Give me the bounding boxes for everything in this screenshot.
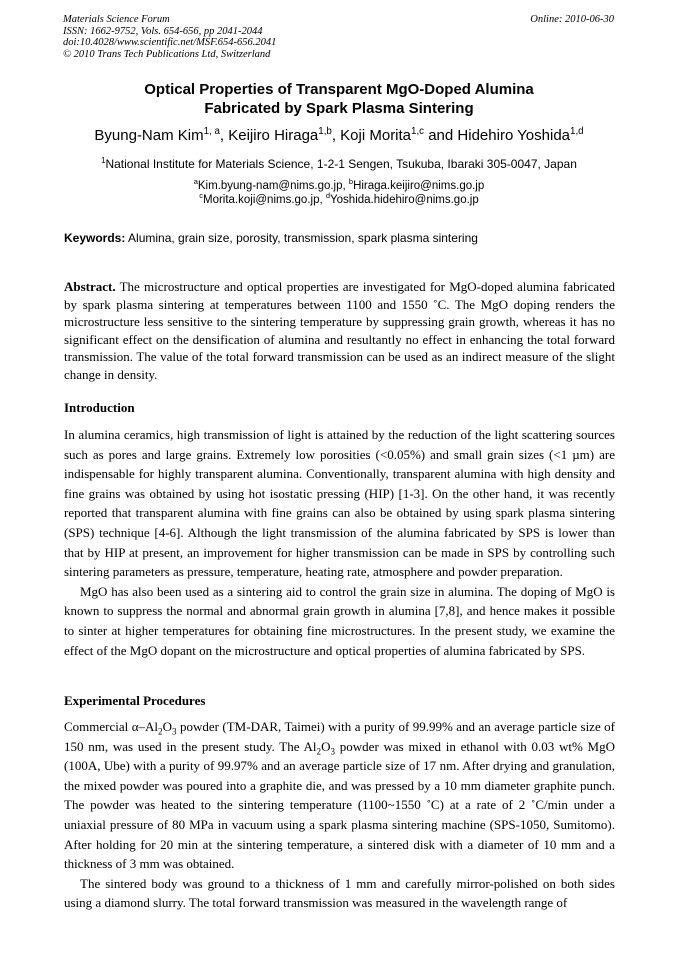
- email-mark: d: [325, 191, 331, 201]
- journal-name: Materials Science Forum: [63, 14, 170, 25]
- affiliation-text: National Institute for Materials Science, 1-2-1 Sengen, Tsukuba, Ibaraki 305-0047, Japan: [105, 157, 577, 171]
- email-mark: c: [199, 191, 203, 201]
- author-separator: ,: [219, 127, 229, 144]
- issn-line: ISSN: 1662-9752, Vols. 654-656, pp 2041-2044: [63, 25, 263, 37]
- introduction-body: [64, 425, 615, 660]
- author-affiliation-mark: 1,d: [570, 126, 584, 137]
- subscript: 3: [330, 746, 336, 757]
- paper-title: [64, 80, 614, 118]
- subscript: 3: [171, 726, 177, 737]
- affiliation-mark: 1: [101, 156, 106, 165]
- title-line-1: Optical Properties of Transparent MgO-Doped Alumina: [144, 81, 534, 98]
- experimental-body: [64, 717, 615, 913]
- paragraph: [64, 717, 615, 874]
- email-address: Yoshida.hidehiro@nims.go.jp: [330, 194, 479, 206]
- author-affiliation-mark: 1,c: [411, 126, 425, 137]
- keywords-text: Alumina, grain size, porosity, transmission, spark plasma sintering: [128, 231, 478, 245]
- email-line-1: [64, 179, 614, 193]
- introduction-heading: Introduction: [64, 400, 135, 415]
- author-list: [64, 127, 614, 145]
- online-date: Online: 2010-06-30: [530, 14, 614, 25]
- email-mark: a: [193, 177, 198, 187]
- doi-line: doi:10.4028/www.scientific.net/MSF.654-656.2041: [63, 37, 277, 48]
- email-separator: ,: [342, 180, 349, 192]
- affiliation: [64, 157, 614, 172]
- text-run: O: [321, 738, 331, 754]
- keywords-label: Keywords:: [64, 231, 126, 245]
- journal-header: [63, 14, 276, 60]
- email-address: Hiraga.keijiro@nims.go.jp: [353, 180, 485, 192]
- title-line-2: Fabricated by Spark Plasma Sintering: [204, 100, 474, 117]
- email-mark: b: [348, 177, 354, 187]
- text-run: O: [162, 719, 172, 734]
- paragraph: In alumina ceramics, high transmission of light is attained by the reduction of the light scattering sources such as pores and large grains. Extremely low porosities (<0.05%) and small grain sizes (<1 µm) are indispensable for highly transparent alumina. Conventionally, transparent alumina with high density and fine grains was obtained by using hot isostatic pressing (HIP) [1-3]. On the other hand, it was recently reported that transparent alumina with fine grains can also be obtained by using spark plasma sintering (SPS) technique [4-6]. Although the light transmission of the alumina fabricated by SPS is lower than that by HIP at present, an improvement for higher transmission can be made in SPS by controlling such sintering parameters as pressure, temperature, heating rate, atmosphere and powder preparation.: [64, 427, 615, 580]
- email-block: [64, 179, 614, 207]
- text-run: powder (TM-DAR, Taimei) with a purity of 99.99% and an average particle size of 150 nm, was used in the present study. The Al: [64, 719, 615, 754]
- email-address: Kim.byung-nam@nims.go.jp: [197, 180, 343, 192]
- author-name: Keijiro Hiraga: [228, 127, 319, 144]
- abstract-label: Abstract.: [64, 279, 116, 294]
- author-separator: and: [424, 127, 458, 144]
- paragraph: The sintered body was ground to a thickness of 1 mm and carefully mirror-polished on both sides using a diamond slurry. The total forward transmission was measured in the wavelength range of: [64, 875, 615, 911]
- abstract-text: The microstructure and optical properties are investigated for MgO-doped alumina fabricated by spark plasma sintering at temperatures between 1100 and 1550 ˚C. The MgO doping renders the microstructure less sensitive to the sintering temperature by suppressing grain growth, whereas it has no significant effect on the densification of alumina and resultantly no effect in enhancing the total forward transmission. The value of the total forward transmission can be used as an indirect measure of the slight change in density.: [64, 279, 615, 382]
- copyright-line: © 2010 Trans Tech Publications Ltd, Switzerland: [63, 48, 271, 60]
- subscript: 2: [158, 726, 163, 737]
- subscript: 2: [316, 746, 322, 757]
- text-run: powder was mixed in ethanol with 0.03 wt% MgO (100A, Ube) with a purity of 99.97% and an average particle size of 17 nm. After drying and granulation, the mixed powder was poured into a graphite die, and was pressed by a 10 mm diameter graphite punch. The powder was heated to the sintering temperature (1100~1550 ˚C) at a rate of 2 ˚C/min under a uniaxial pressure of 80 MPa in vacuum using a spark plasma sintering machine (SPS-1050, Sumitomo). After holding for 20 min at the sintering temperature, a sintered disk with a diameter of 10 mm and a thickness of 3 mm was obtained.: [64, 738, 616, 872]
- experimental-heading: Experimental Procedures: [64, 693, 206, 708]
- author-name: Byung-Nam Kim: [94, 127, 204, 144]
- email-separator: ,: [319, 194, 326, 206]
- abstract: [64, 278, 615, 383]
- text-run: Commercial α–Al: [64, 719, 159, 734]
- keywords: [64, 231, 614, 246]
- email-address: Morita.koji@nims.go.jp: [202, 194, 320, 206]
- author-name: Hidehiro Yoshida: [457, 127, 571, 144]
- author-name: Koji Morita: [340, 127, 412, 144]
- author-affiliation-mark: 1, a: [203, 126, 220, 137]
- email-line-2: [64, 193, 614, 207]
- paragraph: MgO has also been used as a sintering aid to control the grain size in alumina. The doping of MgO is known to suppress the normal and abnormal grain growth in alumina [7,8], and hence makes it possible to sinter at higher temperatures for obtaining fine microstructures. In the present study, we examine the effect of the MgO dopant on the microstructure and optical properties of alumina fabricated by SPS.: [64, 583, 615, 658]
- author-separator: ,: [331, 127, 341, 144]
- author-affiliation-mark: 1,b: [318, 126, 332, 137]
